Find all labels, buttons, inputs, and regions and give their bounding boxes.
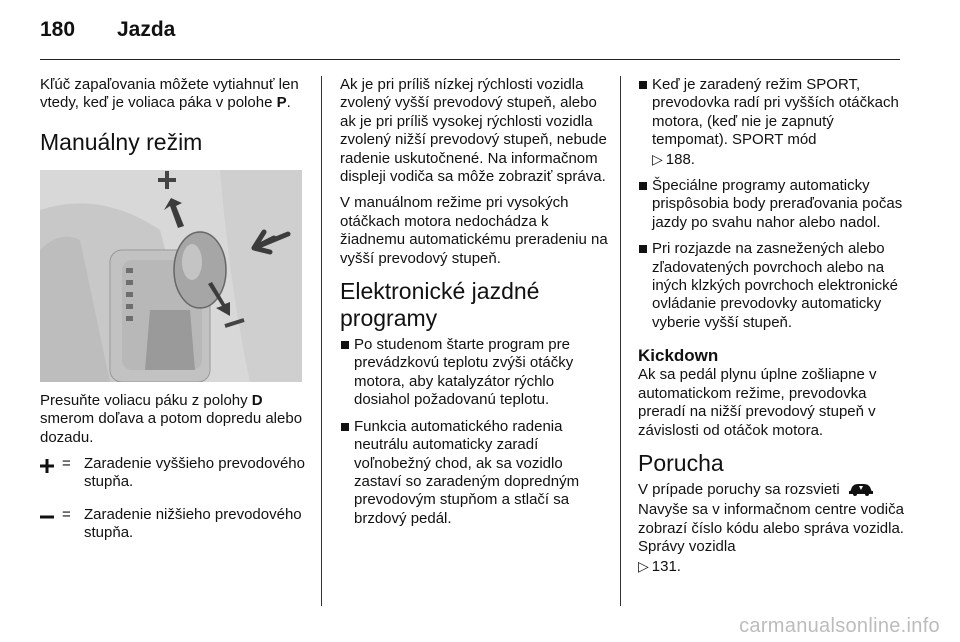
definition-text: Zaradenie nižšieho prevodového stupňa. xyxy=(84,505,302,542)
paragraph: V prípade poruchy sa rozsvieti Navyše sa v informačnom centre vodiča zobrazí číslo kódu alebo správa vozidla. Správy vozidla ▷ 131. xyxy=(638,480,904,575)
list-item: Funkcia automatického radenia neutrálu automaticky zaradí voľnobežný chod, ak sa vozidlo zastaví so zaradeným dopredným prevodovým stupňom a stlačí sa brzdový pedál. xyxy=(340,418,608,528)
bullet-icon xyxy=(341,423,349,431)
definition-row-minus: = Zaradenie nižšieho prevodového stupňa. xyxy=(40,506,310,543)
minus-icon xyxy=(40,506,62,524)
column-divider xyxy=(620,76,621,606)
column-right xyxy=(638,76,910,584)
page-number: 180 xyxy=(40,18,76,41)
page-title: Jazda xyxy=(117,18,176,41)
bullet-icon xyxy=(341,341,349,349)
column-middle xyxy=(340,76,608,536)
bullet-icon xyxy=(639,81,647,89)
section-heading-kickdown: Kickdown xyxy=(638,346,719,366)
transmission-malfunction-car-icon xyxy=(848,482,874,501)
move-instruction: Presuňte voliacu páku z polohy D smerom doľava a potom dopredu alebo dozadu. xyxy=(40,391,303,446)
section-heading-manual-mode: Manuálny režim xyxy=(40,128,203,155)
bullet-list xyxy=(638,76,910,332)
page-reference-link[interactable]: 188. xyxy=(665,150,695,168)
list-item: Po studenom štarte program pre prevádzkovú teplotu zvýši otáčky motora, aby katalyzátor rýchlo dosiahol požadovanú teplotu. xyxy=(340,336,608,410)
definition-text: Zaradenie vyššieho prevodového stupňa. xyxy=(84,455,305,491)
list-item: Špeciálne programy automaticky prispôsobia body preraďovania počas jazdy po svahu nahor alebo nadol. xyxy=(638,177,910,232)
bullet-list xyxy=(340,336,608,528)
reference-arrow-icon: ▷ xyxy=(638,557,649,574)
page-reference-link[interactable]: 131. xyxy=(651,557,681,575)
column-left xyxy=(40,76,310,557)
gear-selector-illustration xyxy=(40,170,302,382)
paragraph: Ak je pri príliš nízkej rýchlosti vozidla zvolený vyšší prevodový stupeň, alebo ak je pri príliš vysokej rýchlosti vozidla zvolený nižší prevodový stupeň, nebude radenie uskutočnené. Na informačnom displeji vodiča sa môže zobraziť správa. xyxy=(340,76,607,186)
header-rule xyxy=(40,59,900,60)
watermark: carmanualsonline.info xyxy=(739,615,940,637)
gear-selector-image xyxy=(40,170,302,382)
definition-row-plus: = Zaradenie vyššieho prevodového stupňa. xyxy=(40,455,310,492)
column-divider xyxy=(321,76,322,606)
symbol-definition-list xyxy=(40,455,310,543)
section-heading-malfunction: Porucha xyxy=(638,449,724,476)
intro-paragraph: Kľúč zapaľovania môžete vytiahnuť len vtedy, keď je voliaca páka v polohe P. xyxy=(40,76,299,112)
bullet-icon xyxy=(639,245,647,253)
list-item: Keď je zaradený režim SPORT, prevodovka radí pri vyšších otáčkach motora, (keď nie je zapnutý tempomat). SPORT mód ▷ 188. xyxy=(638,76,910,169)
bullet-icon xyxy=(639,182,647,190)
section-heading-electronic-programs: Elektronické jazdné programy xyxy=(340,278,540,332)
plus-icon xyxy=(40,455,62,473)
list-item: Pri rozjazde na zasnežených alebo zľadovatených povrchoch alebo na iných klzkých povrchoch elektronické ovládanie prevodovky automaticky vyberie vyšší stupeň. xyxy=(638,240,910,332)
paragraph: Ak sa pedál plynu úplne zošliapne v automatickom režime, prevodovka preradí na nižší prevodový stupeň v závislosti od otáčok motora. xyxy=(638,366,877,439)
reference-arrow-icon: ▷ xyxy=(652,150,663,167)
paragraph: V manuálnom režime pri vysokých otáčkach motora nedochádza k žiadnemu automatickému preradeniu na vyšší prevodový stupeň. xyxy=(340,194,608,267)
